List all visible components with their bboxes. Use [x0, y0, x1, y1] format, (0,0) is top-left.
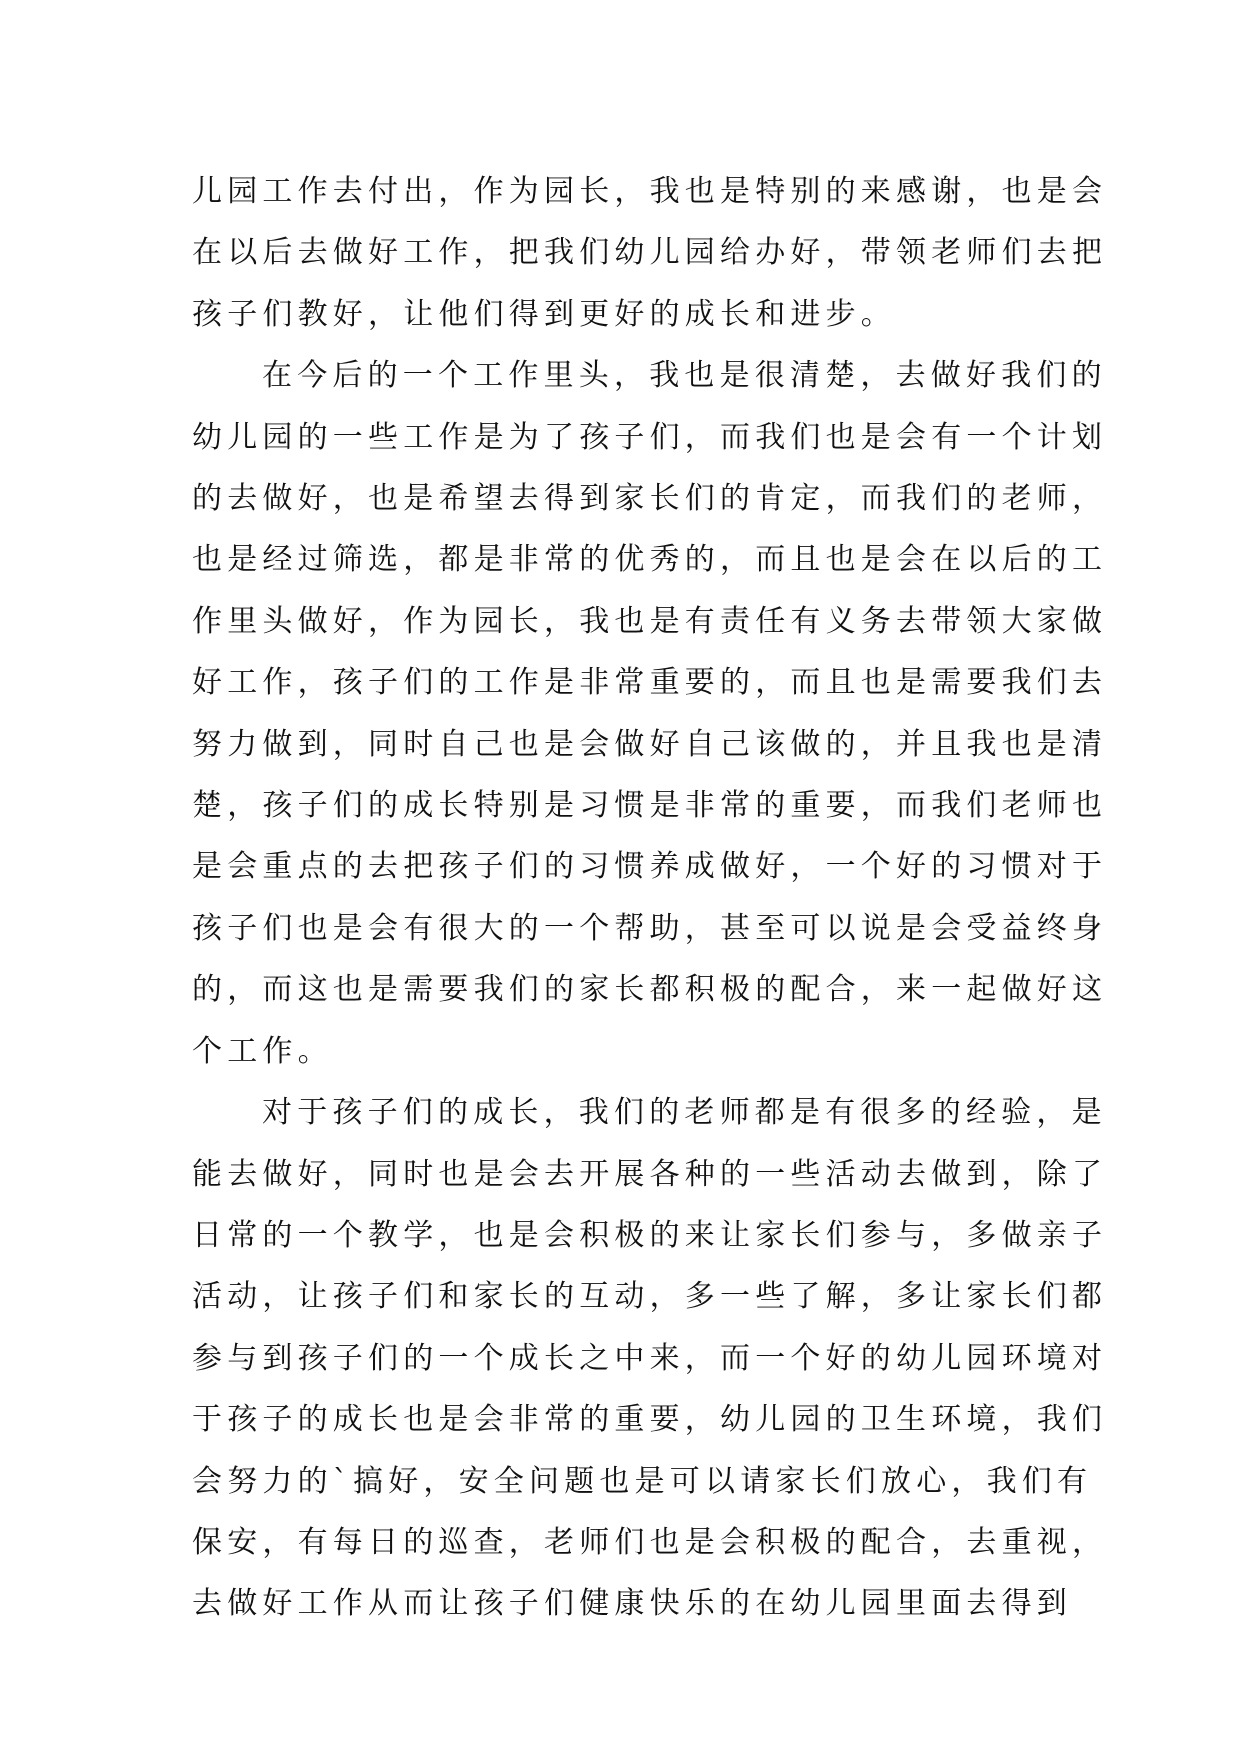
paragraph-3: [192, 1082, 1108, 1635]
text-line: 的，而这也是需要我们的家长都积极的配合，来一起做好这: [192, 972, 1108, 1008]
text-line: 孩子们教好，让他们得到更好的成长和进步。: [192, 296, 896, 332]
text-line: 是会重点的去把孩子们的习惯养成做好，一个好的习惯对于: [192, 849, 1108, 885]
text-line: 在以后去做好工作，把我们幼儿园给办好，带领老师们去把: [192, 235, 1108, 271]
text-line: 对于孩子们的成长，我们的老师都是有很多的经验，是: [262, 1095, 1107, 1131]
text-line: 努力做到，同时自己也是会做好自己该做的，并且我也是清: [192, 726, 1108, 762]
text-line: 也是经过筛选，都是非常的优秀的，而且也是会在以后的工: [192, 542, 1108, 578]
text-line: 保安，有每日的巡查，老师们也是会积极的配合，去重视，: [192, 1524, 1108, 1560]
text-line: 楚，孩子们的成长特别是习惯是非常的重要，而我们老师也: [192, 788, 1108, 824]
text-line: 会努力的`搞好，安全问题也是可以请家长们放心，我们有: [192, 1463, 1093, 1499]
text-line: 幼儿园的一些工作是为了孩子们，而我们也是会有一个计划: [192, 419, 1108, 455]
text-line: 儿园工作去付出，作为园长，我也是特别的来感谢，也是会: [192, 174, 1108, 209]
text-line: 日常的一个教学，也是会积极的来让家长们参与，多做亲子: [192, 1217, 1108, 1253]
text-line: 能去做好，同时也是会去开展各种的一些活动去做到，除了: [192, 1156, 1108, 1192]
text-line: 活动，让孩子们和家长的互动，多一些了解，多让家长们都: [192, 1279, 1108, 1315]
body-text: [192, 161, 1108, 1635]
text-line: 去做好工作从而让孩子们健康快乐的在幼儿园里面去得到: [192, 1586, 1072, 1622]
text-line: 孩子们也是会有很大的一个帮助，甚至可以说是会受益终身: [192, 910, 1108, 946]
text-line: 的去做好，也是希望去得到家长们的肯定，而我们的老师，: [192, 481, 1108, 517]
text-line: 参与到孩子们的一个成长之中来，而一个好的幼儿园环境对: [192, 1340, 1108, 1376]
text-line: 在今后的一个工作里头，我也是很清楚，去做好我们的: [262, 358, 1107, 394]
paragraph-2: [192, 345, 1108, 1082]
text-line: 于孩子的成长也是会非常的重要，幼儿园的卫生环境，我们: [192, 1402, 1108, 1438]
text-line: 个工作。: [192, 1033, 333, 1069]
text-line: 作里头做好，作为园长，我也是有责任有义务去带领大家做: [192, 603, 1108, 639]
text-line: 好工作，孩子们的工作是非常重要的，而且也是需要我们去: [192, 665, 1108, 701]
paragraph-1: [192, 161, 1108, 345]
